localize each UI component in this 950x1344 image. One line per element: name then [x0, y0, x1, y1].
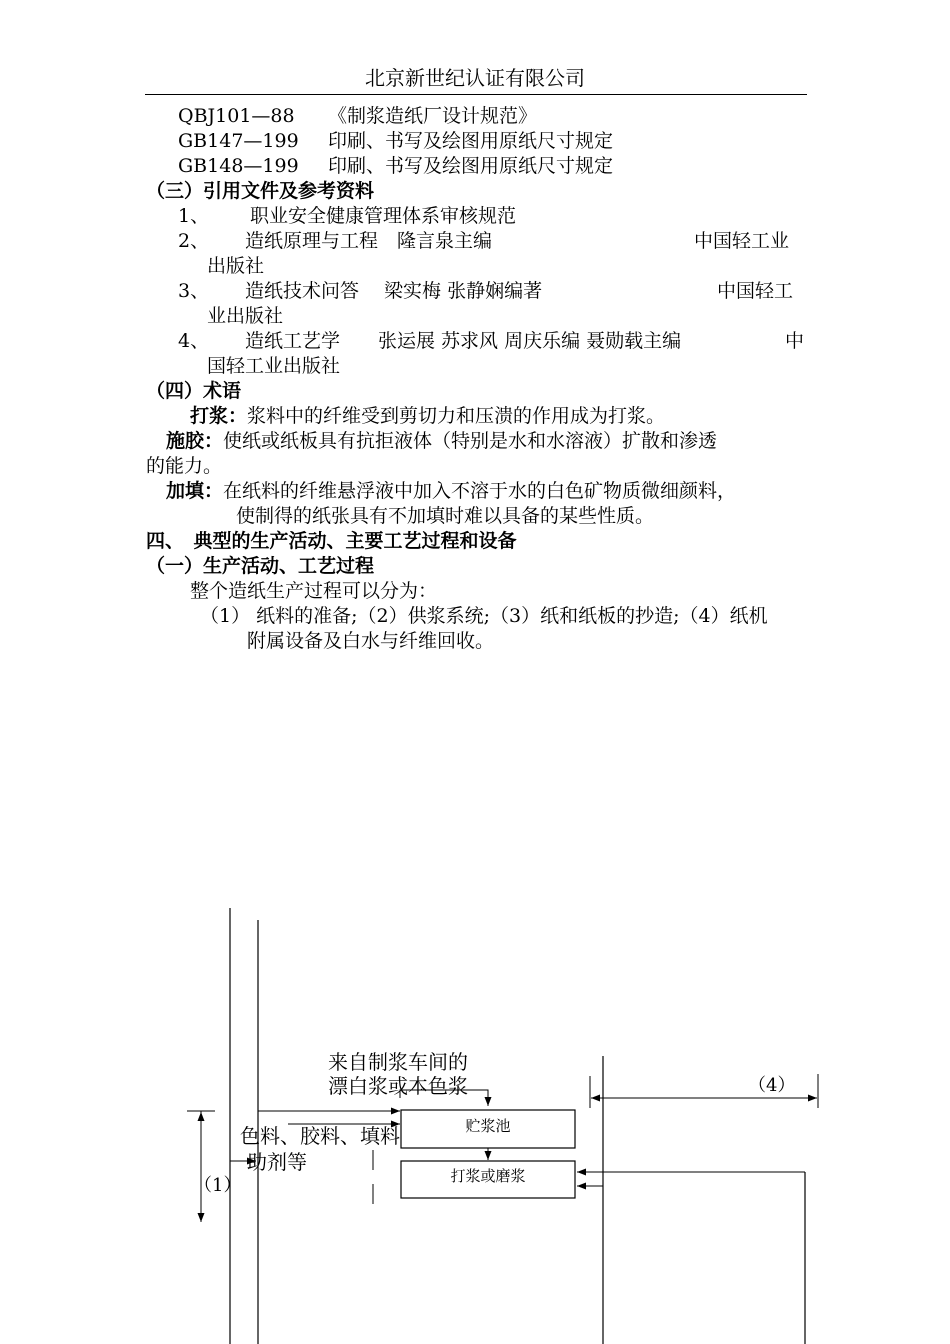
company-header: 北京新世纪认证有限公司	[365, 66, 585, 90]
standard-title: 印刷、书写及绘图用原纸尺寸规定	[328, 155, 614, 177]
reference-publisher: 中国轻工	[717, 280, 794, 302]
standard-title: 《制浆造纸厂设计规范》	[328, 105, 538, 127]
term-definition-cont: 使制得的纸张具有不加填时难以具备的某些性质。	[236, 505, 655, 527]
standard-code: GB147—199	[178, 130, 299, 152]
reference-publisher: 中国轻工业	[694, 230, 790, 252]
source-label: 来自制浆车间的	[328, 1050, 468, 1074]
reference-title: 造纸技术问答 梁实梅 张静娴编著	[245, 280, 543, 302]
process-list-cont: 附属设备及白水与纤维回收。	[247, 630, 495, 652]
stage-1-marker: （1）	[194, 1175, 242, 1196]
reference-title: 造纸原理与工程 隆言泉主编	[245, 230, 493, 252]
reference-number: 1、	[178, 205, 210, 227]
source-label: 漂白浆或本色浆	[328, 1074, 468, 1098]
standard-title: 印刷、书写及绘图用原纸尺寸规定	[328, 130, 614, 152]
term-definition: 在纸料的纤维悬浮液中加入不溶于水的白色矿物质微细颜料，	[223, 480, 737, 502]
reference-number: 3、	[178, 280, 210, 302]
chapter-heading: 四、 典型的生产活动、主要工艺过程和设备	[146, 530, 517, 552]
term-label: 打浆：	[190, 405, 248, 427]
stage-4-marker: （4）	[748, 1075, 796, 1096]
process-list: （1） 纸料的准备;（2）供浆系统;（3）纸和纸板的抄造;（4）纸机	[200, 605, 768, 627]
reference-publisher-cont: 出版社	[207, 255, 265, 277]
process-intro: 整个造纸生产过程可以分为：	[190, 580, 438, 602]
term-definition: 使纸或纸板具有抗拒液体（特别是水和水溶液）扩散和渗透	[223, 430, 718, 452]
reference-number: 2、	[178, 230, 210, 252]
reference-title: 造纸工艺学 张运展 苏求风 周庆乐编 聂勋载主编	[245, 330, 682, 352]
additives-label: 助剂等	[247, 1150, 307, 1174]
reference-publisher-cont: 国轻工业出版社	[207, 355, 341, 377]
term-label: 加填：	[166, 480, 224, 502]
subsection-heading: （一）生产活动、工艺过程	[146, 555, 375, 577]
standard-code: GB148—199	[178, 155, 299, 177]
term-definition: 浆料中的纤维受到剪切力和压溃的作用成为打浆。	[247, 405, 666, 427]
additives-label: 色料、胶料、填料	[240, 1124, 400, 1148]
section-heading-references: （三）引用文件及参考资料	[146, 180, 375, 202]
reference-number: 4、	[178, 330, 210, 352]
section-heading-terms: （四）术语	[146, 380, 242, 402]
term-definition-cont: 的能力。	[146, 455, 223, 477]
term-label: 施胶：	[166, 430, 224, 452]
reference-title: 职业安全健康管理体系审核规范	[250, 205, 517, 227]
storage-tank-label: 贮浆池	[465, 1117, 511, 1135]
beating-label: 打浆或磨浆	[450, 1167, 526, 1185]
reference-publisher: 中	[785, 330, 805, 352]
reference-publisher-cont: 业出版社	[207, 305, 284, 327]
standard-code: QBJ101—88	[178, 105, 295, 127]
